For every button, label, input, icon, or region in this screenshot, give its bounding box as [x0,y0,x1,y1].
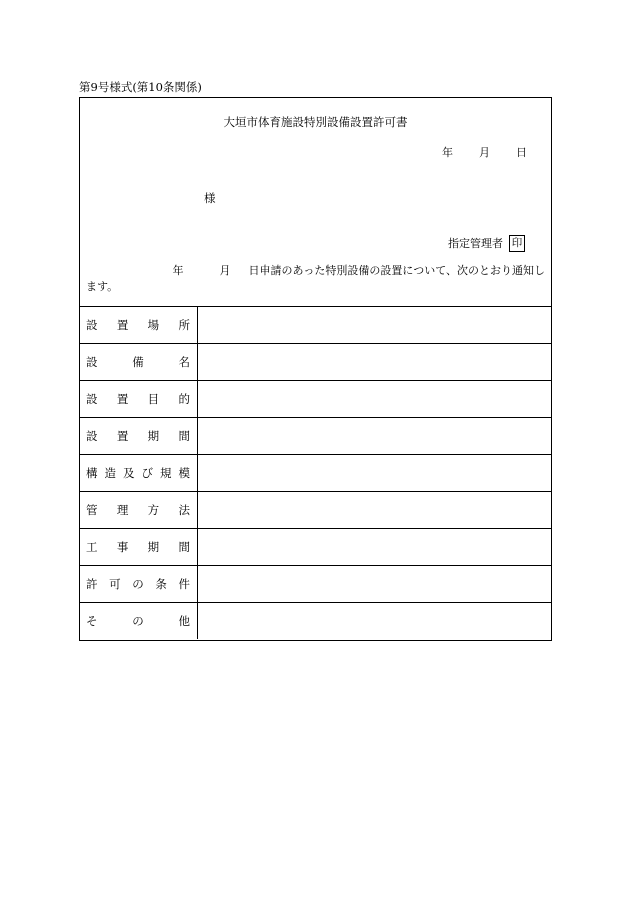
row-value-field[interactable] [198,603,551,639]
notice-body: 日申請のあった特別設備の設置について、次のとおり通知し [248,264,545,277]
row-value-field[interactable] [198,307,551,343]
row-value-field[interactable] [198,455,551,491]
row-label [86,418,190,454]
date-month-label: 月 [479,146,490,159]
table-row [80,491,551,528]
table-row [80,380,551,417]
form-table [80,306,551,640]
table-row [80,417,551,454]
row-label [86,492,190,528]
table-row [80,565,551,602]
row-label-text: その他 [86,614,190,628]
date-day-label: 日 [516,146,527,159]
row-label-text: 設備名 [86,355,190,369]
row-label [86,566,190,602]
permit-form [79,97,552,641]
date-year-label: 年 [442,146,453,159]
notice-month-label: 月 [219,264,231,277]
row-value-field[interactable] [198,529,551,565]
row-label [86,381,190,417]
seal-mark: 印 [509,235,525,252]
table-row [80,306,551,343]
row-label [86,529,190,565]
row-label [86,344,190,380]
notice-body-end: ます。 [86,280,119,293]
row-label-text: 許可の条件 [86,577,190,591]
addressee-suffix: 様 [204,191,216,205]
row-value-field[interactable] [198,492,551,528]
form-number: 第9号様式(第10条関係) [79,80,202,94]
form-title: 大垣市体育施設特別設備設置許可書 [223,115,408,129]
row-label-text: 工事期間 [86,540,190,554]
row-value-field[interactable] [198,566,551,602]
row-value-field[interactable] [198,418,551,454]
row-label-text: 管理方法 [86,503,190,517]
table-row [80,343,551,380]
row-label [86,455,190,491]
table-row [80,454,551,491]
table-row [80,602,551,639]
row-label-text: 設置場所 [86,318,190,332]
row-label-text: 設置期間 [86,429,190,443]
row-label [86,307,190,343]
notice-text [86,263,545,295]
manager-label: 指定管理者 [448,236,503,250]
row-label-text: 設置目的 [86,392,190,406]
row-value-field[interactable] [198,344,551,380]
row-label-text: 構造及び規模 [86,466,190,480]
manager-signature [448,235,525,252]
row-value-field[interactable] [198,381,551,417]
table-row [80,528,551,565]
issue-date [442,145,527,161]
row-label [86,603,190,639]
notice-year-label: 年 [172,264,184,277]
